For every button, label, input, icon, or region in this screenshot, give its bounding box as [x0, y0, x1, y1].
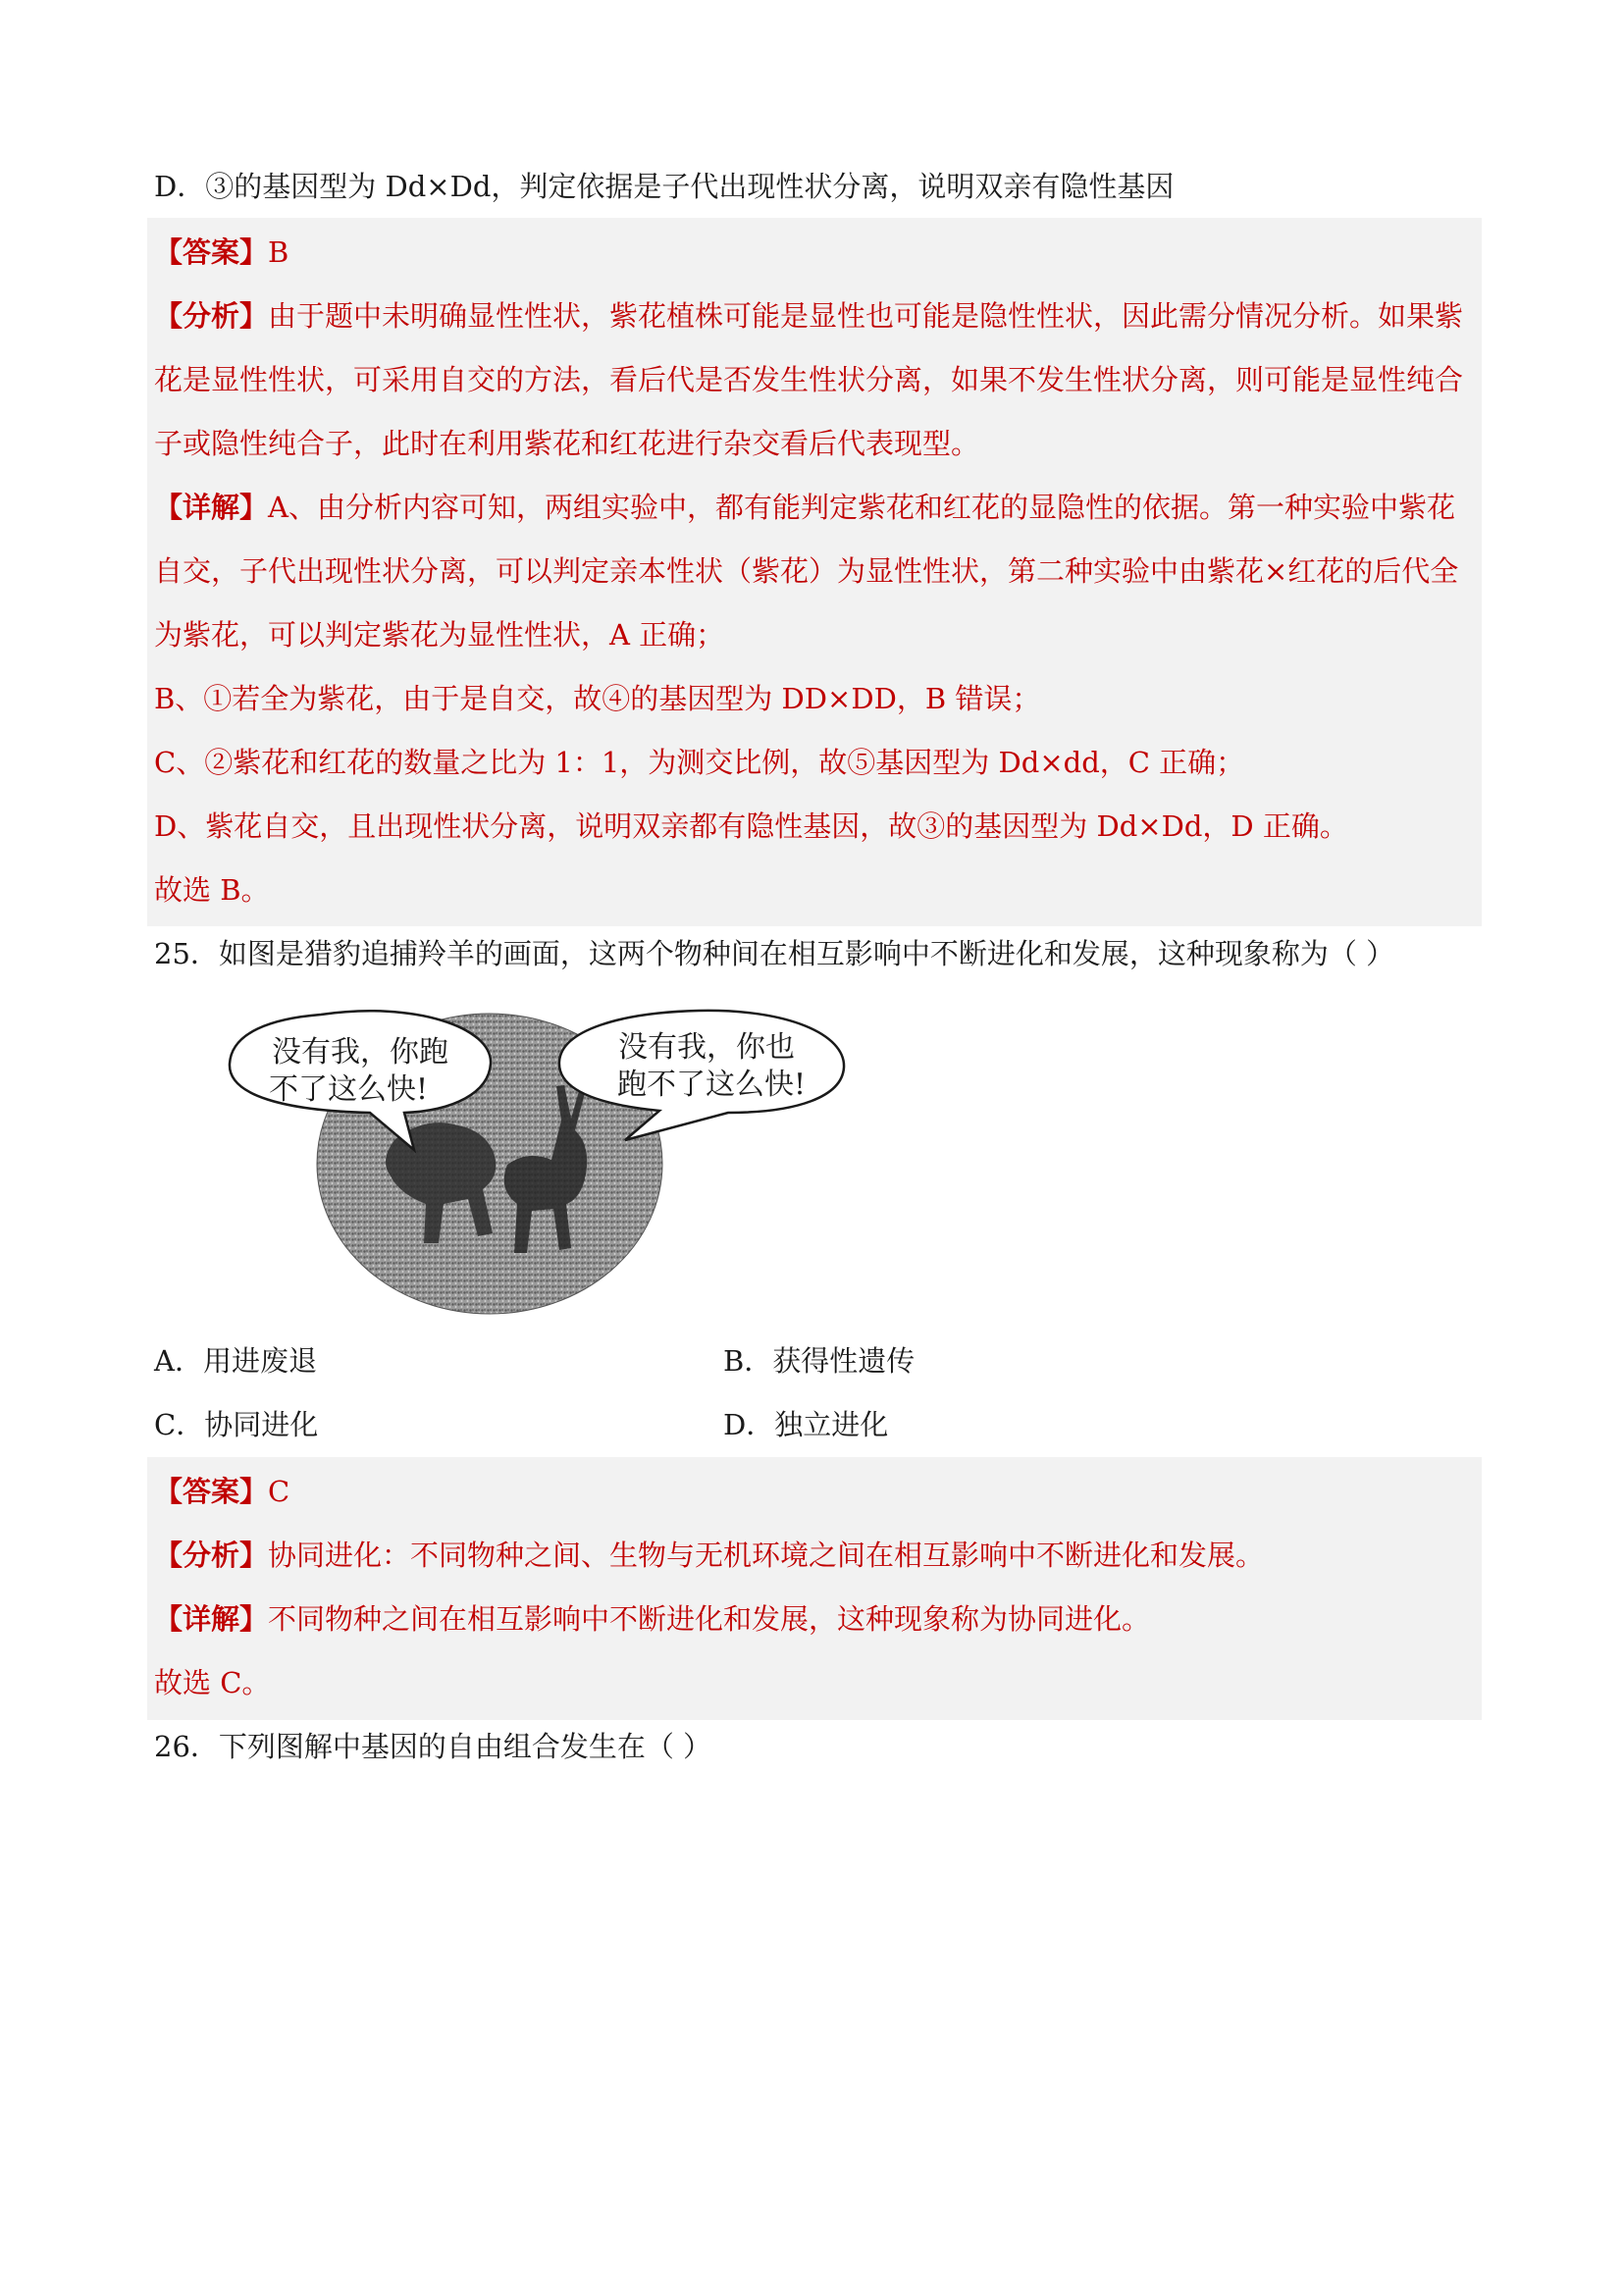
q25-option-d: D．独立进化 — [723, 1408, 889, 1441]
q24-analysis-line-1: 【分析】由于题中未明确显性性状，紫花植株可能是显性也可能是隐性性状，因此需分情况分析。如果紫 — [154, 299, 1464, 333]
q24-detail-line-2: 自交，子代出现性状分离，可以判定亲本性状（紫花）为显性性状，第二种实验中由紫花×红花的后代全 — [154, 554, 1459, 588]
bubble-right-line-2: 跑不了这么快! — [616, 1068, 807, 1102]
q25-option-c: C．协同进化 — [154, 1408, 319, 1441]
q24-detail-c: C、②紫花和红花的数量之比为 1：1，为测交比例，故⑤基因型为 Dd×dd，C 正确； — [154, 746, 1245, 779]
q24-detail-line-1: 【详解】A、由分析内容可知，两组实验中，都有能判定紫花和红花的显隐性的依据。第一种实验中紫花 — [154, 491, 1455, 524]
answer-value: B — [268, 235, 289, 269]
q25-question: 25．如图是猎豹追捕羚羊的画面，这两个物种间在相互影响中不断进化和发展，这种现象称为（ ） — [154, 937, 1395, 970]
q26-question: 26．下列图解中基因的自由组合发生在（ ） — [154, 1730, 712, 1763]
q24-answer-line — [154, 235, 288, 269]
q24-analysis-line-2: 花是显性性状，可采用自交的方法，看后代是否发生性状分离，如果不发生性状分离，则可能是显性纯合 — [154, 363, 1464, 396]
q25-detail-line: 【详解】不同物种之间在相互影响中不断进化和发展，这种现象称为协同进化。 — [154, 1602, 1151, 1636]
q25-answer-box — [147, 1457, 1482, 1720]
q25-option-b: B．获得性遗传 — [723, 1344, 916, 1378]
q24-detail-line-3: 为紫花，可以判定紫花为显性性状，A 正确； — [154, 618, 725, 652]
q24-analysis-line-3: 子或隐性纯合子，此时在利用紫花和红花进行杂交看后代表现型。 — [154, 427, 980, 460]
bubble-right-line-1: 没有我，你也 — [618, 1030, 795, 1065]
q25-option-a: A．用进废退 — [154, 1344, 317, 1378]
detail-tag: 【详解】 — [154, 491, 269, 524]
q24-option-d: D．③的基因型为 Dd×Dd，判定依据是子代出现性状分离，说明双亲有隐性基因 — [154, 170, 1175, 203]
answer-tag: 【答案】 — [154, 235, 269, 269]
q24-conclusion: 故选 B。 — [154, 873, 270, 907]
q25-conclusion: 故选 C。 — [154, 1666, 271, 1699]
q24-detail-d: D、紫花自交，且出现性状分离，说明双亲都有隐性基因，故③的基因型为 Dd×Dd，D 正确。 — [154, 809, 1348, 843]
q24-detail-b: B、①若全为紫花，由于是自交，故④的基因型为 DD×DD，B 错误； — [154, 682, 1041, 715]
bubble-left-line-2: 不了这么快! — [268, 1072, 429, 1107]
cheetah-antelope-figure — [169, 1003, 852, 1315]
answer-value: C — [268, 1475, 290, 1508]
detail-tag: 【详解】 — [154, 1602, 269, 1636]
q25-answer-line — [154, 1475, 289, 1508]
answer-tag: 【答案】 — [154, 1475, 269, 1508]
bubble-left-line-1: 没有我，你跑 — [272, 1035, 448, 1070]
analysis-tag: 【分析】 — [154, 299, 269, 333]
analysis-tag: 【分析】 — [154, 1539, 269, 1572]
q25-analysis-line: 【分析】协同进化：不同物种之间、生物与无机环境之间在相互影响中不断进化和发展。 — [154, 1539, 1265, 1572]
